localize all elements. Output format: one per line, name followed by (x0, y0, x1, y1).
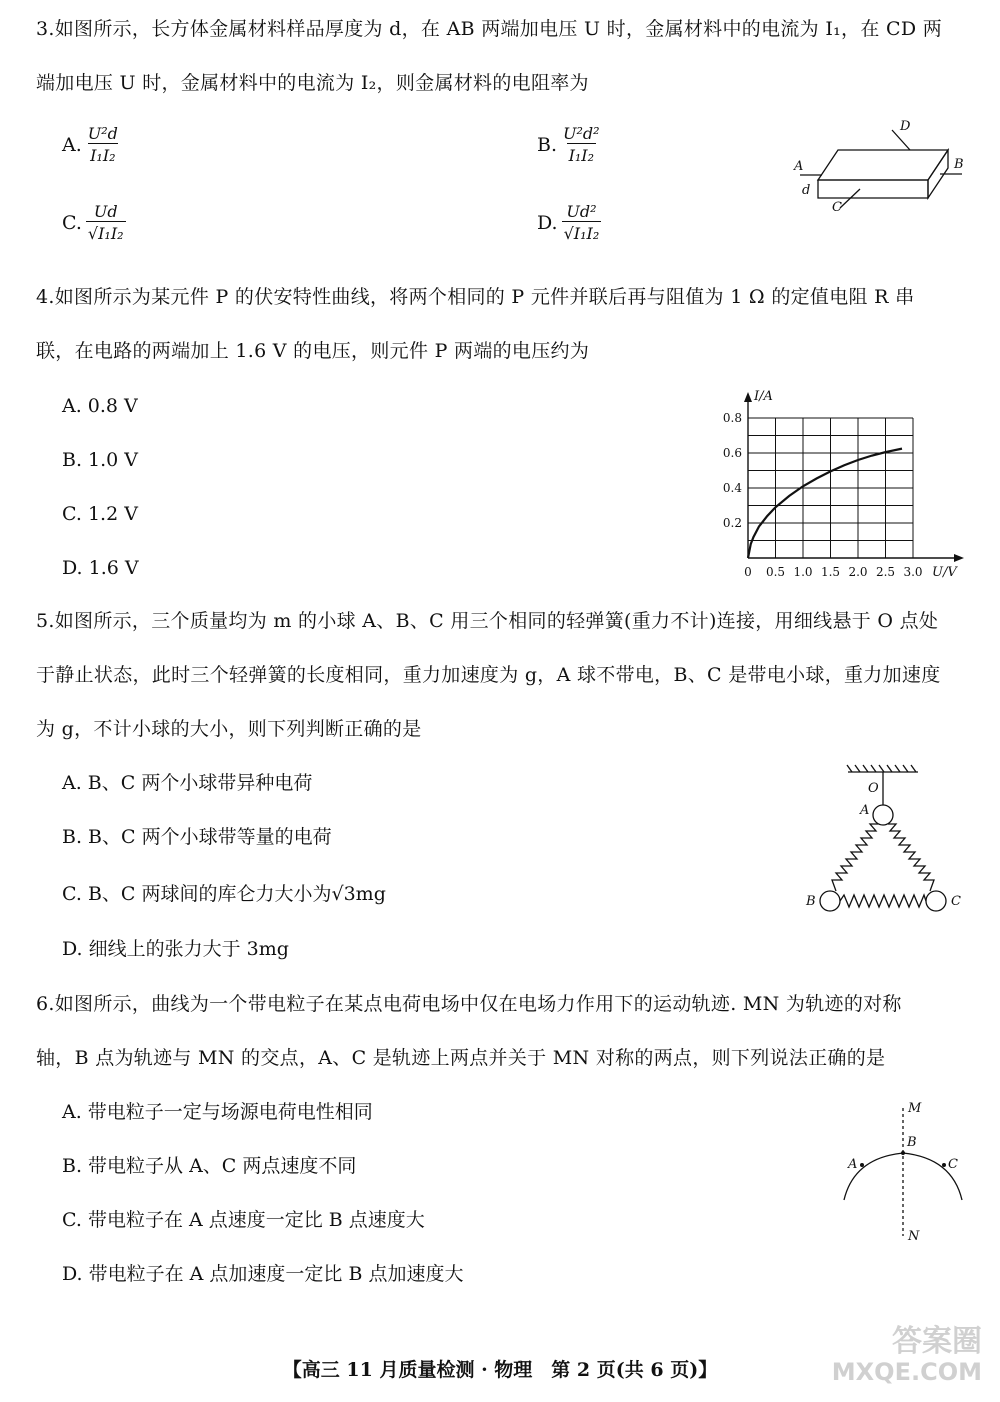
y-tick-label: 0.2 (722, 516, 742, 530)
q3-label-a: A (794, 159, 804, 174)
q4-stem-line1: 4.如图所示为某元件 P 的伏安特性曲线，将两个相同的 P 元件并联后再与阻值为 1 Ω 的定值电阻 R 串 (36, 286, 915, 308)
q4-option-d[interactable]: D. 1.6 V (62, 557, 139, 579)
q3-option-c[interactable]: C. $\frac{Ud}{\text{√I₁I₂}}$ (62, 202, 124, 243)
y-tick-label: 0.4 (722, 481, 742, 495)
q6-trajectory-figure (830, 1096, 980, 1246)
x-axis-label: U/V (932, 565, 957, 580)
y-axis-label: I/A (754, 389, 773, 404)
q3-block-figure (780, 118, 980, 218)
x-axis-arrow (954, 554, 964, 562)
q5-stem-line2: 于静止状态，此时三个轻弹簧的长度相同，重力加速度为 g，A 球不带电，B、C 是带电小球，重力加速度 (36, 664, 941, 686)
q5-option-d[interactable]: D. 细线上的张力大于 3mg (62, 938, 289, 960)
q5-spring-figure (800, 762, 980, 922)
q4-option-a[interactable]: A. 0.8 V (62, 395, 138, 417)
x-tick-label: 2.0 (848, 565, 868, 579)
x-tick-label: 1.0 (793, 565, 813, 579)
q5-option-a[interactable]: A. B、C 两个小球带异种电荷 (62, 772, 313, 794)
q6-label-c: C (948, 1157, 958, 1172)
q6-option-b[interactable]: B. 带电粒子从 A、C 两点速度不同 (62, 1155, 357, 1177)
q3-stem-line2: 端加电压 U 时，金属材料中的电流为 I₂，则金属材料的电阻率为 (36, 72, 589, 94)
y-tick-label: 0.6 (722, 446, 742, 460)
q6-label-a: A (848, 1157, 858, 1172)
q3-label-d: D (900, 119, 911, 134)
q5-option-c[interactable]: C. B、C 两球间的库仑力大小为√3mg (62, 883, 386, 905)
x-tick-label: 2.5 (875, 565, 896, 579)
q6-label-m: M (908, 1101, 922, 1116)
q3-label-thickness: d (802, 183, 811, 198)
q4-stem-line2: 联，在电路的两端加上 1.6 V 的电压，则元件 P 两端的电压约为 (36, 340, 590, 362)
q6-option-d[interactable]: D. 带电粒子在 A 点加速度一定比 B 点加速度大 (62, 1263, 464, 1285)
q6-label-b: B (907, 1135, 917, 1150)
q3-label-b: B (954, 157, 964, 172)
watermark-logo: 答案圈 (892, 1324, 982, 1359)
q5-label-c: C (951, 894, 961, 909)
iv-curve (748, 449, 902, 558)
y-tick-label: 0.8 (722, 411, 742, 425)
q6-stem-line1: 6.如图所示，曲线为一个带电粒子在某点电荷电场中仅在电场力作用下的运动轨迹. MN 为轨迹的对称 (36, 993, 902, 1015)
q5-label-a: A (860, 803, 870, 818)
q3-stem-line1: 3.如图所示，长方体金属材料样品厚度为 d，在 AB 两端加电压 U 时，金属材料中的电流为 I₁，在 CD 两 (36, 18, 942, 40)
q6-stem-line2: 轴，B 点为轨迹与 MN 的交点，A、C 是轨迹上两点并关于 MN 对称的两点，则下列说法正确的是 (36, 1047, 886, 1069)
q3-option-b[interactable]: B. $\frac{\text{U²d²}}{\text{I₁I₂}}$ (537, 124, 600, 165)
q5-stem-line1: 5.如图所示，三个质量均为 m 的小球 A、B、C 用三个相同的轻弹簧(重力不计)连接，用细线悬于 O 点处 (36, 610, 939, 632)
q5-stem-line3: 为 g，不计小球的大小，则下列判断正确的是 (36, 718, 422, 740)
q3-label-c: C (832, 200, 842, 215)
x-tick-label: 0 (744, 565, 752, 579)
q6-option-c[interactable]: C. 带电粒子在 A 点速度一定比 B 点速度大 (62, 1209, 425, 1231)
q5-label-o: O (868, 781, 879, 796)
q6-option-a[interactable]: A. 带电粒子一定与场源电荷电性相同 (62, 1101, 373, 1123)
x-tick-label: 1.5 (820, 565, 841, 579)
q4-option-b[interactable]: B. 1.0 V (62, 449, 139, 471)
x-tick-label: 0.5 (765, 565, 786, 579)
page-footer: 【高三 11 月质量检测 · 物理 第 2 页(共 6 页)】 (282, 1359, 718, 1381)
q3-option-a[interactable]: A. $\frac{\text{U²d}}{\text{I₁I₂}}$ (62, 124, 118, 165)
y-axis-arrow (744, 392, 752, 402)
watermark-site: MXQE.COM (831, 1358, 982, 1386)
q6-label-n: N (908, 1229, 920, 1244)
q4-option-c[interactable]: C. 1.2 V (62, 503, 138, 525)
iv-characteristic-chart (710, 386, 980, 586)
q5-label-b: B (806, 894, 816, 909)
x-tick-label: 3.0 (903, 565, 923, 579)
q5-option-b[interactable]: B. B、C 两个小球带等量的电荷 (62, 826, 332, 848)
q3-option-d[interactable]: D. $\frac{\text{Ud²}}{\text{√I₁I₂}}$ (537, 202, 600, 243)
